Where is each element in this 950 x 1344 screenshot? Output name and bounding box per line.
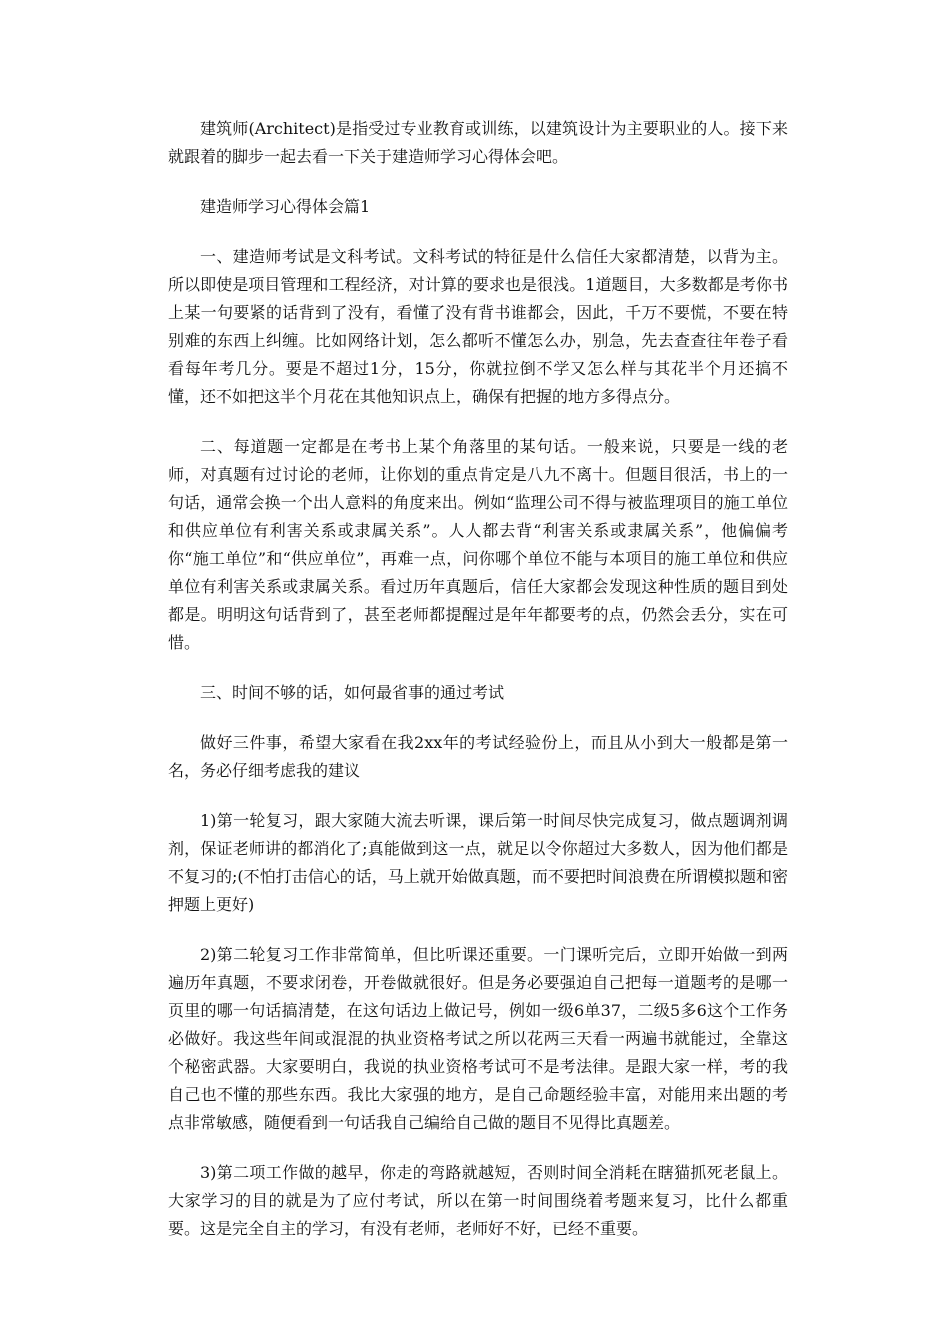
point-one-paragraph: 一、建造师考试是文科考试。文科考试的特征是什么信任大家都清楚，以背为主。所以即使是项目管理和工程经济，对计算的要求也是很浅。1道题目，大多数都是考你书上某一句要紧的话背到了没有，看懂了没有背书谁都会，因此，千万不要慌，不要在特别难的东西上纠缠。比如网络计划，怎么都听不懂怎么办，别急，先去查查往年卷子看看每年考几分。要是不超过1分，15分，你就拉倒不学又怎么样与其花半个月还搞不懂，还不如把这半个月花在其他知识点上，确保有把握的地方多得点分。: [168, 247, 788, 406]
section-heading: 建造师学习心得体会篇1: [200, 197, 371, 216]
step-two-paragraph: 2)第二轮复习工作非常简单，但比听课还重要。一门课听完后，立即开始做一到两遍历年真题，不要求闭卷，开卷做就很好。但是务必要强迫自己把每一道题考的是哪一页里的哪一句话搞清楚，在这句话边上做记号，例如一级6单37，二级5多6这个工作务必做好。我这些年间或混混的执业资格考试之所以花两三天看一两遍书就能过，全靠这个秘密武器。大家要明白，我说的执业资格考试可不是考法律。是跟大家一样，考的我自己也不懂的那些东西。我比大家强的地方，是自己命题经验丰富，对能用来出题的考点非常敏感，随便看到一句话我自己编给自己做的题目不见得比真题差。: [168, 945, 788, 1132]
step-one-paragraph: 1)第一轮复习，跟大家随大流去听课，课后第一时间尽快完成复习，做点题调剂调剂，保证老师讲的都消化了;真能做到这一点，就足以令你超过大多数人，因为他们都是不复习的;(不怕打击信心的话，马上就开始做真题，而不要把时间浪费在所谓模拟题和密押题上更好): [168, 811, 788, 914]
step-three-paragraph: 3)第二项工作做的越早，你走的弯路就越短，否则时间全消耗在瞎猫抓死老鼠上。大家学习的目的就是为了应付考试，所以在第一时间围绕着考题来复习，比什么都重要。这是完全自主的学习，有没有老师，老师好不好，已经不重要。: [168, 1163, 788, 1238]
point-three-heading: 三、时间不够的话，如何最省事的通过考试: [200, 683, 505, 702]
document-body: [168, 115, 788, 1265]
point-two-paragraph: 二、每道题一定都是在考书上某个角落里的某句话。一般来说，只要是一线的老师，对真题有过讨论的老师，让你划的重点肯定是八九不离十。但题目很活，书上的一句话，通常会换一个出人意料的角度来出。例如“监理公司不得与被监理项目的施工单位和供应单位有利害关系或隶属关系”。人人都去背“利害关系或隶属关系”，他偏偏考你“施工单位”和“供应单位”，再难一点，问你哪个单位不能与本项目的施工单位和供应单位有利害关系或隶属关系。看过历年真题后，信任大家都会发现这种性质的题目到处都是。明明这句话背到了，甚至老师都提醒过是年年都要考的点，仍然会丢分，实在可惜。: [168, 437, 788, 652]
intro-paragraph: 建筑师(Architect)是指受过专业教育或训练，以建筑设计为主要职业的人。接下来就跟着的脚步一起去看一下关于建造师学习心得体会吧。: [168, 119, 788, 166]
three-things-paragraph: 做好三件事，希望大家看在我2xx年的考试经验份上，而且从小到大一般都是第一名，务必仔细考虑我的建议: [168, 733, 788, 780]
